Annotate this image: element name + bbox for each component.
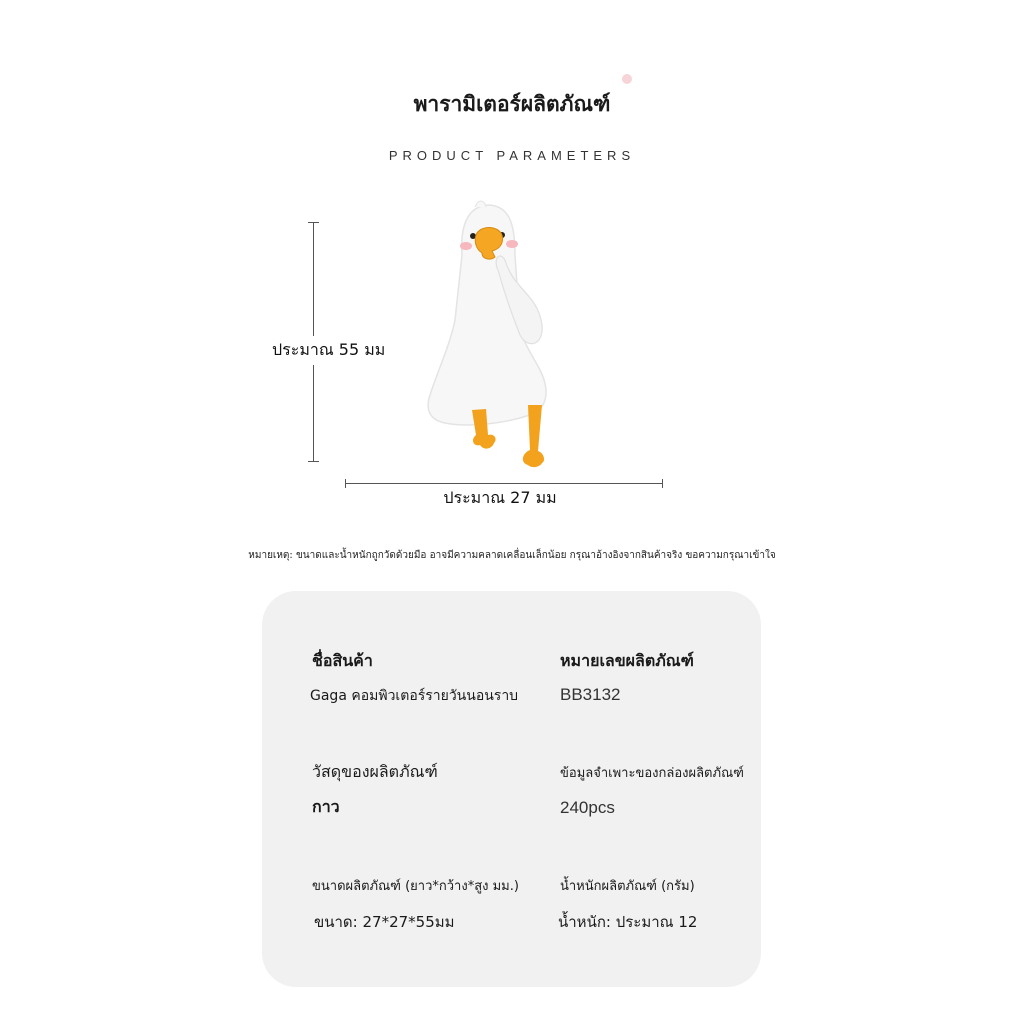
height-dimension-label: ประมาณ 55 มม [272, 336, 385, 365]
box-spec-label: ข้อมูลจำเพาะของกล่องผลิตภัณฑ์ [560, 766, 744, 781]
duck-figurine-image [420, 195, 560, 475]
duck-cheek-left [460, 242, 472, 250]
size-value: ขนาด: 27*27*55มม [314, 913, 455, 931]
weight-value: น้ำหนัก: ประมาณ 12 [558, 913, 698, 931]
product-name-label: ชื่อสินค้า [312, 651, 373, 670]
size-label: ขนาดผลิตภัณฑ์ (ยาว*กว้าง*สูง มม.) [312, 879, 519, 894]
height-dimension-cap-top [308, 222, 319, 223]
box-spec-value: 240pcs [560, 798, 615, 817]
material-label: วัสดุของผลิตภัณฑ์ [312, 762, 438, 781]
product-name-value: Gaga คอมพิวเตอร์รายวันนอนราบ [310, 688, 519, 704]
weight-label: น้ำหนักผลิตภัณฑ์ (กรัม) [560, 879, 695, 894]
duck-cheek-right [506, 240, 518, 248]
page-subtitle: PRODUCT PARAMETERS [388, 148, 636, 163]
page-title: พารามิเตอร์ผลิตภัณฑ์ [413, 92, 611, 116]
title-decoration-dot [622, 74, 632, 84]
measurement-note: หมายเหตุ: ขนาดและน้ำหนักถูกวัดด้วยมือ อาจมีความคลาดเคลื่อนเล็กน้อย กรุณาอ้างอิงจากสินค้าจริง ขอความกรุณาเข้าใจ [248, 550, 776, 561]
width-dimension-label: ประมาณ 27 มม [443, 488, 557, 507]
product-code-value: BB3132 [560, 685, 621, 704]
spec-card [262, 591, 761, 987]
duck-head-tuft [475, 201, 486, 207]
material-value: กาว [312, 797, 340, 816]
height-dimension-cap-bottom [308, 461, 319, 462]
width-dimension-line [345, 483, 663, 484]
product-code-label: หมายเลขผลิตภัณฑ์ [560, 651, 694, 670]
